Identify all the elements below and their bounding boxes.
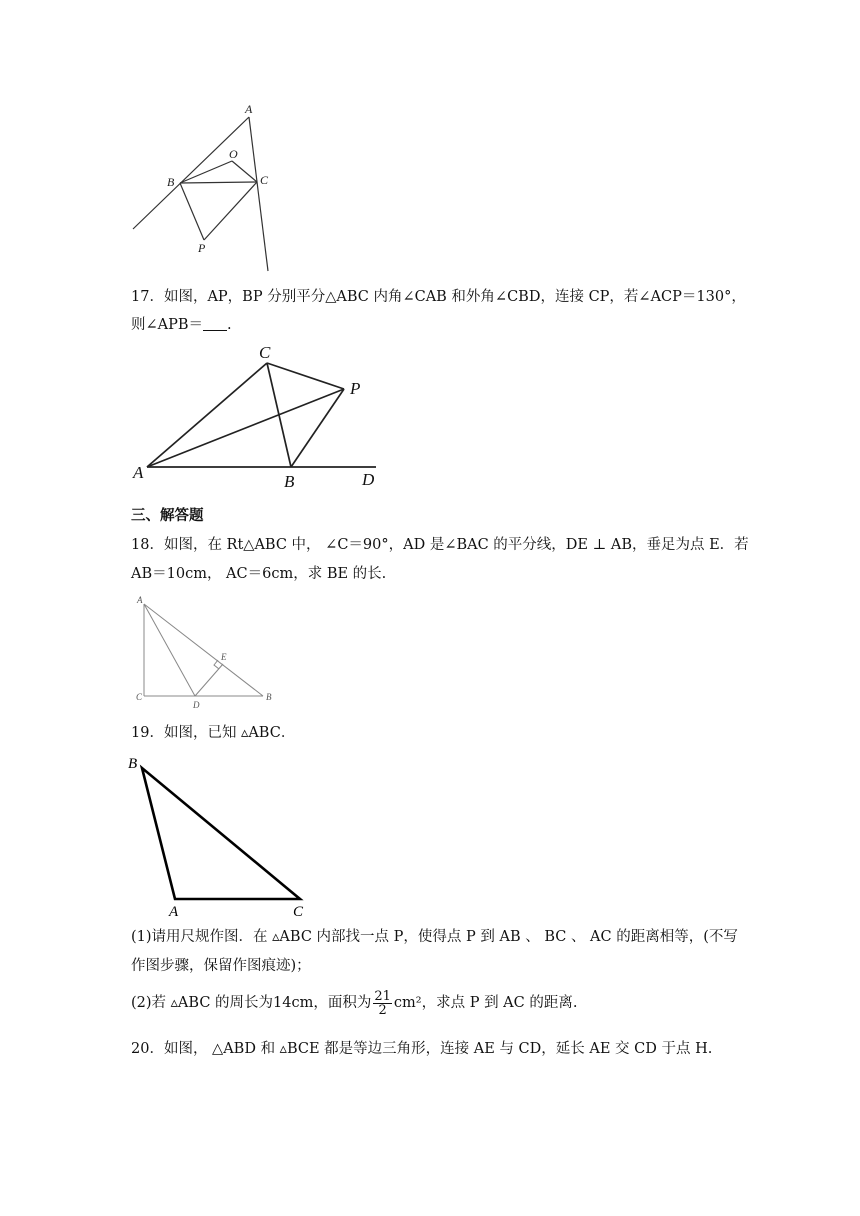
label-c: C xyxy=(259,343,271,362)
q17-number: 17．如图， xyxy=(131,289,208,305)
label-a: A xyxy=(245,102,253,116)
label-a: A xyxy=(133,463,144,482)
label-b: B xyxy=(284,472,295,491)
label-c: C xyxy=(136,692,143,702)
fraction-numerator: 21 xyxy=(374,988,391,1004)
line-oc xyxy=(232,161,257,182)
label-c: C xyxy=(293,904,304,920)
q19-part2-text-b: cm²，求点 P 到 AC 的距离. xyxy=(393,995,578,1011)
label-b: B xyxy=(266,692,272,702)
figure-q16 xyxy=(0,0,300,280)
figure-q19-svg xyxy=(0,750,330,920)
figure-q19 xyxy=(0,750,330,920)
fraction xyxy=(373,990,392,1017)
label-d: D xyxy=(193,700,200,710)
triangle-abc xyxy=(142,768,300,899)
figure-q18 xyxy=(0,590,300,715)
figure-q17 xyxy=(0,340,400,490)
q19-stem: 19．如图，已知 ▵ABC． xyxy=(131,725,296,741)
label-c: C xyxy=(260,173,269,187)
line-ad xyxy=(144,604,195,696)
q19-part1-line2: 作图步骤，保留作图痕迹)； xyxy=(131,958,311,974)
label-p: P xyxy=(198,241,206,255)
label-p: P xyxy=(350,379,361,398)
q17-line1 xyxy=(131,286,746,308)
label-d: D xyxy=(362,470,375,489)
line-bp xyxy=(291,389,344,467)
q19-part2 xyxy=(131,988,577,1018)
q20-line1: 20．如图， △ABD 和 ▵BCE 都是等边三角形，连接 AE 与 CD，延长 AE 交 CD 于点 H. xyxy=(131,1041,713,1057)
line-ray-ab xyxy=(133,117,249,229)
answer-blank xyxy=(203,316,227,331)
q17-text: AP，BP 分别平分△ABC 内角∠CAB 和外角∠CBD，连接 CP，若∠ACP＝130°， xyxy=(207,289,746,305)
line-ray-ac xyxy=(249,117,268,271)
fraction-denominator: 2 xyxy=(378,1002,387,1018)
label-b: B xyxy=(128,756,138,772)
q17-line2-prefix: 则∠APB＝ xyxy=(131,317,204,333)
q17-line2 xyxy=(131,314,232,336)
q18-line1: 18．如图，在 Rt△ABC 中， ∠C＝90°，AD 是∠BAC 的平分线，DE ⊥ AB，垂足为点 E．若 xyxy=(131,537,749,553)
line-ap xyxy=(147,389,344,467)
line-ac xyxy=(147,363,267,467)
q19-part1-line1: (1)请用尺规作图．在 ▵ABC 内部找一点 P，使得点 P 到 AB 、 BC 、 AC 的距离相等，(不写 xyxy=(131,929,738,945)
label-a: A xyxy=(169,904,179,920)
label-b: B xyxy=(167,175,175,189)
line-bp xyxy=(180,183,204,240)
figure-q17-svg xyxy=(0,340,400,490)
line-ab xyxy=(144,604,263,696)
line-cp xyxy=(204,182,257,240)
line-bc xyxy=(180,182,257,183)
line-bo xyxy=(180,161,232,183)
label-e: E xyxy=(221,652,227,662)
q18-line2: AB＝10cm， AC＝6cm，求 BE 的长. xyxy=(131,566,387,582)
q19-part2-text-a: (2)若 ▵ABC 的周长为14cm，面积为 xyxy=(131,995,372,1011)
label-o: O xyxy=(229,147,238,161)
section-title: 三、解答题 xyxy=(131,507,204,524)
line-cb xyxy=(267,363,291,467)
label-a: A xyxy=(137,595,143,605)
figure-q18-svg xyxy=(0,590,300,715)
q17-line2-suffix: . xyxy=(227,317,232,333)
figure-q16-svg xyxy=(0,0,300,280)
line-cp xyxy=(267,363,344,389)
